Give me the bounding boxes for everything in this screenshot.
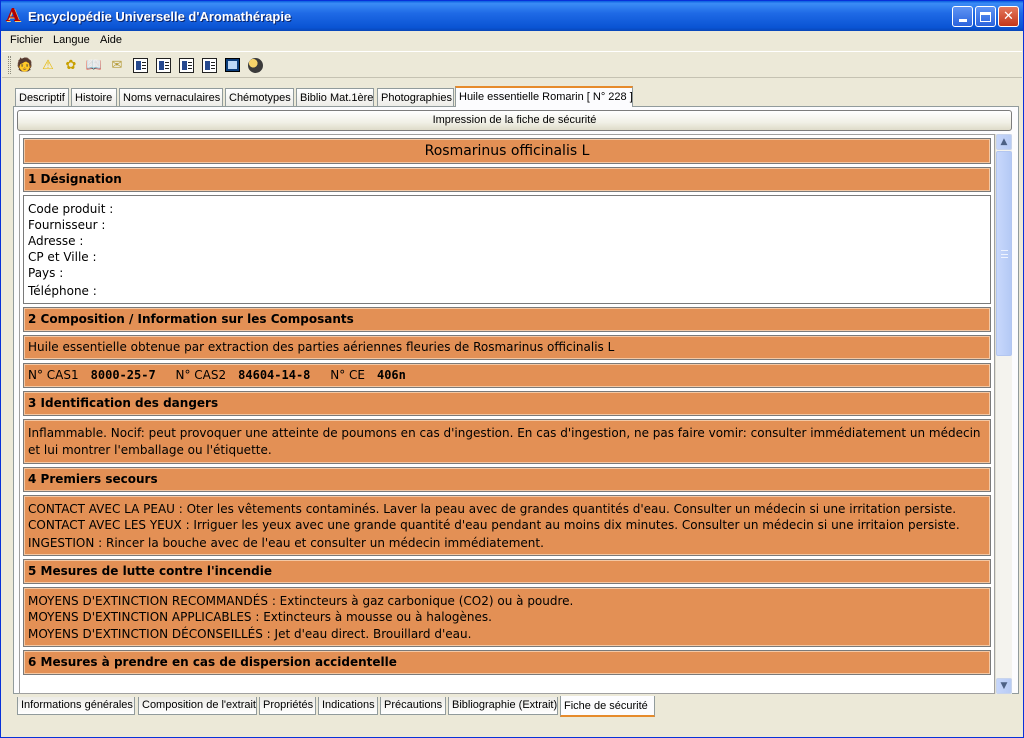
field-telephone: Téléphone :: [28, 284, 97, 298]
section-heading-incendie: 5 Mesures de lutte contre l'incendie: [23, 559, 991, 584]
field-cp-ville: CP et Ville :: [28, 250, 97, 264]
tab-huile-essentielle[interactable]: Huile essentielle Romarin [ N° 228 ]: [455, 86, 633, 107]
minimize-icon: [959, 19, 967, 22]
document-content: [23, 138, 991, 678]
cas2-label: N° CAS2: [175, 368, 227, 382]
print-safety-sheet-button[interactable]: Impression de la fiche de sécurité: [17, 110, 1012, 131]
window-title: Encyclopédie Universelle d'Aromathérapie: [28, 9, 292, 24]
frame-right-icon[interactable]: [177, 56, 195, 74]
tab-bibliographie-extrait[interactable]: Bibliographie (Extrait): [448, 697, 558, 715]
incendie-recommandes: MOYENS D'EXTINCTION RECOMMANDÉS : Extincteurs à gaz carbonique (CO2) ou à poudre.: [28, 594, 574, 608]
frame-split-icon[interactable]: [154, 56, 172, 74]
tab-precautions[interactable]: Précautions: [380, 697, 446, 715]
tab-informations-generales[interactable]: Informations générales: [17, 697, 135, 715]
composition-text: Huile essentielle obtenue par extraction des parties aériennes fleuries de Rosmarinus officinalis L: [23, 335, 991, 360]
scroll-up-button[interactable]: [996, 134, 1012, 150]
tab-descriptif[interactable]: Descriptif: [15, 88, 69, 107]
tab-fiche-de-securite[interactable]: Fiche de sécurité: [560, 696, 655, 717]
globe-icon[interactable]: [246, 56, 264, 74]
app-logo-icon: A: [6, 5, 20, 26]
menu-langue[interactable]: Langue: [53, 34, 90, 46]
cas-numbers-row: [23, 363, 991, 388]
secours-peau: CONTACT AVEC LA PEAU : Oter les vêtements contaminés. Laver la peau avec de grandes quantités d'eau. Consulter un médecin si une irritation persiste.: [28, 502, 957, 516]
toolbar: [2, 51, 1022, 78]
safety-sheet-document[interactable]: [19, 134, 995, 694]
scroll-icon[interactable]: ✉: [111, 57, 123, 73]
top-tab-strip: [13, 86, 1021, 107]
premiers-secours-text: [23, 495, 991, 556]
menu-fichier[interactable]: Fichier: [10, 34, 44, 46]
frame-left-icon[interactable]: [131, 56, 149, 74]
section-heading-composition: 2 Composition / Information sur les Composants: [23, 307, 991, 332]
tab-photographies[interactable]: Photographies: [377, 88, 454, 107]
menu-aide[interactable]: Aide: [100, 34, 123, 46]
cas1-label: N° CAS1: [28, 368, 79, 382]
title-bar[interactable]: [1, 1, 1023, 31]
close-icon: ✕: [1003, 9, 1014, 24]
screen-icon[interactable]: [223, 56, 241, 74]
tab-indications[interactable]: Indications: [318, 697, 378, 715]
tab-chemotypes[interactable]: Chémotypes: [225, 88, 294, 107]
designation-fields: [23, 195, 991, 304]
plant-icon[interactable]: ✿: [65, 57, 77, 73]
warning-icon[interactable]: ⚠: [42, 57, 54, 73]
menu-bar: [2, 31, 1022, 50]
minimize-button[interactable]: [952, 6, 973, 27]
tab-proprietes[interactable]: Propriétés: [259, 697, 316, 715]
cas2-value: 84604-14-8: [238, 368, 311, 382]
ce-value: 406n: [376, 368, 406, 382]
status-bar: [2, 720, 1022, 736]
document-title: Rosmarinus officinalis L: [23, 138, 991, 164]
incendie-text: [23, 587, 991, 647]
scroll-thumb[interactable]: [996, 151, 1012, 356]
scroll-down-button[interactable]: [996, 678, 1012, 694]
tab-composition-extrait[interactable]: Composition de l'extrait: [138, 697, 257, 715]
tab-histoire[interactable]: Histoire: [71, 88, 117, 107]
secours-ingestion: INGESTION : Rincer la bouche avec de l'eau et consulter un médecin immédiatement.: [28, 536, 544, 550]
document-scrollbar[interactable]: [995, 134, 1012, 694]
book-icon[interactable]: 📖: [85, 57, 103, 73]
chevron-down-icon: ▼: [1000, 681, 1008, 691]
ce-label: N° CE: [330, 368, 365, 382]
field-code-produit: Code produit :: [28, 202, 114, 216]
incendie-applicables: MOYENS D'EXTINCTION APPLICABLES : Extincteurs à mousse ou à halogènes.: [28, 610, 492, 624]
toolbar-grip[interactable]: [8, 56, 11, 74]
frame-export-icon[interactable]: [200, 56, 218, 74]
field-pays: Pays :: [28, 266, 64, 280]
grip-icon: [1001, 250, 1008, 258]
bottom-tab-strip: [13, 694, 1021, 718]
cas1-value: 8000-25-7: [90, 368, 156, 382]
maximize-button[interactable]: [975, 6, 996, 27]
section-heading-dispersion: 6 Mesures à prendre en cas de dispersion accidentelle: [23, 650, 991, 675]
section-heading-designation: 1 Désignation: [23, 167, 991, 192]
dangers-text: Inflammable. Nocif: peut provoquer une atteinte de poumons en cas d'ingestion. En cas d'ingestion, ne pas faire vomir: consulter immédiatement un médecin et lui montrer l'emballage ou l'étiquette.: [23, 419, 991, 464]
tab-noms-vernaculaires[interactable]: Noms vernaculaires: [119, 88, 223, 107]
secours-yeux: CONTACT AVEC LES YEUX : Irriguer les yeux avec une grande quantité d'eau pendant au moins dix minutes. Consulter un médecin si une irritaion persiste.: [28, 518, 960, 532]
field-adresse: Adresse :: [28, 234, 84, 248]
incendie-deconseilles: MOYENS D'EXTINCTION DÉCONSEILLÉS : Jet d'eau direct. Brouillard d'eau.: [28, 627, 472, 641]
tab-biblio-mat[interactable]: Biblio Mat.1ère: [296, 88, 374, 107]
field-fournisseur: Fournisseur :: [28, 218, 106, 232]
section-heading-dangers: 3 Identification des dangers: [23, 391, 991, 416]
section-heading-premiers-secours: 4 Premiers secours: [23, 467, 991, 492]
person-icon[interactable]: 🧑: [16, 57, 34, 73]
close-button[interactable]: [998, 6, 1019, 27]
chevron-up-icon: ▲: [1000, 137, 1008, 147]
maximize-icon: [980, 12, 991, 22]
